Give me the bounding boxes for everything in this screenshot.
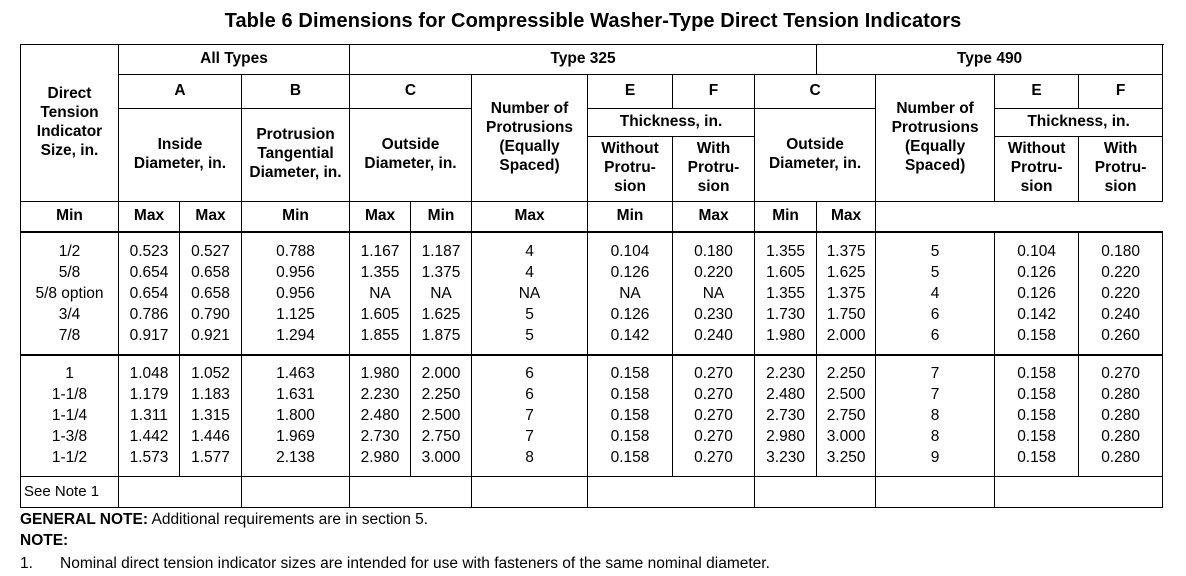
header-c490-min: Min: [588, 201, 673, 231]
value: 0.126: [1017, 284, 1056, 302]
value: 1.183: [191, 386, 230, 404]
value: 0.104: [610, 242, 650, 260]
value: 2.730: [766, 407, 805, 425]
value: 0.180: [694, 242, 733, 260]
value: 2.230: [360, 386, 400, 404]
value: 0.142: [1017, 305, 1056, 323]
value: 2.250: [826, 365, 866, 383]
cell-c490-max: [817, 355, 876, 476]
size-value: 1-1/4: [51, 407, 88, 425]
value: 0.956: [276, 263, 315, 281]
value: 0.158: [610, 365, 650, 383]
value: 0.786: [129, 305, 169, 323]
general-note-text: Additional requirements are in section 5.: [148, 511, 429, 528]
cell-e325-min: [588, 232, 673, 355]
header-num-protrusions-490: Number of Protrusions (Equally Spaced): [876, 75, 995, 201]
size-value: 5/8: [58, 263, 81, 281]
value: 4: [930, 284, 940, 302]
cell-c490-min: [755, 232, 817, 355]
value: 1.625: [826, 263, 866, 281]
note-1-text: Nominal direct tension indicator sizes are intended for use with fasteners of the same nominal diameter.: [60, 555, 770, 572]
value: 0.658: [191, 284, 230, 302]
value: 0.523: [129, 242, 169, 260]
cell-c325-min: [350, 355, 411, 476]
header-e-325: E: [588, 75, 673, 108]
value: 1.730: [766, 305, 805, 323]
value: 2.250: [421, 386, 461, 404]
value: 0.270: [694, 407, 733, 425]
value: 1.052: [191, 365, 230, 383]
header-a: A: [119, 75, 242, 108]
empty-cell: [242, 476, 350, 507]
size-value: 1: [65, 365, 74, 383]
value: 5: [930, 263, 940, 281]
value: 0.956: [276, 284, 315, 302]
value: 0.158: [1017, 326, 1056, 344]
value: 0.126: [610, 263, 650, 281]
value: 1.294: [276, 326, 315, 344]
value: 1.167: [360, 242, 400, 260]
value: 0.158: [1017, 386, 1056, 404]
value: 8: [525, 449, 534, 467]
value: 0.788: [276, 242, 315, 260]
value: 0.158: [1017, 365, 1056, 383]
cell-f325-max: [673, 232, 755, 355]
value: 3.000: [421, 449, 461, 467]
empty-cell: [755, 476, 876, 507]
value: 1.315: [191, 407, 230, 425]
cell-a-min: [119, 232, 180, 355]
cell-sizes: [21, 355, 119, 476]
value: 2.980: [360, 449, 400, 467]
empty-cell: [472, 476, 588, 507]
value: 2.730: [360, 428, 400, 446]
cell-n490: [876, 355, 995, 476]
value: 1.442: [129, 428, 169, 446]
value: 0.220: [694, 263, 733, 281]
value: 6: [930, 326, 940, 344]
value: 0.270: [1101, 365, 1140, 383]
table-row-group-1: [21, 232, 1163, 355]
value: 2.480: [766, 386, 805, 404]
size-value: 1/2: [58, 242, 81, 260]
cell-b-max: [242, 232, 350, 355]
header-type-325: Type 325: [350, 45, 817, 75]
value: 7: [930, 365, 940, 383]
value: 0.104: [1017, 242, 1056, 260]
header-size: Direct Tension Indicator Size, in.: [21, 45, 119, 202]
value: 6: [525, 386, 534, 404]
value: 8: [930, 407, 940, 425]
value: 1.311: [130, 407, 168, 425]
value: NA: [430, 284, 452, 302]
value: 0.270: [694, 449, 733, 467]
value: NA: [369, 284, 391, 302]
cell-f325-max: [673, 355, 755, 476]
cell-c325-max: [411, 355, 472, 476]
header-b-max: Max: [180, 201, 242, 231]
table-row-group-2: [21, 355, 1163, 476]
header-outside-diameter-490: Outside Diameter, in.: [755, 108, 876, 201]
value: 2.980: [766, 428, 805, 446]
value: 1.179: [129, 386, 169, 404]
value: 1.605: [360, 305, 400, 323]
header-with-protrusion-490: With Protru- sion: [1079, 136, 1163, 201]
value: 1.125: [276, 305, 315, 323]
value: 0.921: [191, 326, 230, 344]
value: 8: [930, 428, 940, 446]
value: 1.355: [766, 284, 805, 302]
value: 1.800: [276, 407, 315, 425]
note-heading: NOTE:: [20, 532, 69, 549]
value: 0.654: [129, 263, 169, 281]
cell-c325-min: [350, 232, 411, 355]
cell-a-max: [180, 355, 242, 476]
value: 1.631: [276, 386, 315, 404]
value: 1.577: [191, 449, 230, 467]
value: 0.280: [1101, 449, 1140, 467]
empty-cell: [119, 476, 242, 507]
value: 0.126: [610, 305, 650, 323]
value: 1.573: [129, 449, 169, 467]
value: 0.790: [191, 305, 230, 323]
cell-n325: [472, 355, 588, 476]
dimensions-table: [20, 44, 1163, 508]
header-inside-diameter: Inside Diameter, in.: [119, 108, 242, 201]
header-c490-max: Max: [673, 201, 755, 231]
value: 1.355: [360, 263, 400, 281]
value: 1.750: [826, 305, 866, 323]
header-b: B: [242, 75, 350, 108]
cell-e490-min: [995, 232, 1079, 355]
header-e325-min: Min: [411, 201, 472, 231]
note-1: [20, 555, 770, 573]
header-f490-max: Max: [817, 201, 876, 231]
value: 0.220: [1101, 284, 1140, 302]
header-all-types: All Types: [119, 45, 350, 75]
value: 0.158: [1017, 449, 1056, 467]
cell-n325: [472, 232, 588, 355]
value: 5: [525, 326, 534, 344]
cell-c325-max: [411, 232, 472, 355]
value: 2.750: [421, 428, 461, 446]
value: 0.280: [1101, 428, 1140, 446]
value: 3.000: [826, 428, 866, 446]
value: 7: [525, 428, 534, 446]
header-without-protrusion-490: Without Protru- sion: [995, 136, 1079, 201]
value: 1.446: [191, 428, 230, 446]
empty-cell: [350, 476, 472, 507]
value: NA: [518, 284, 541, 302]
value: 2.138: [276, 449, 315, 467]
value: 2.000: [421, 365, 461, 383]
value: 1.375: [826, 284, 866, 302]
value: 2.500: [421, 407, 461, 425]
cell-f490-max: [1079, 355, 1163, 476]
value: 0.158: [1017, 407, 1056, 425]
value: 0.142: [610, 326, 650, 344]
value: 3.250: [826, 449, 866, 467]
empty-cell: [995, 476, 1163, 507]
value: 0.917: [129, 326, 169, 344]
value: 0.220: [1101, 263, 1140, 281]
value: NA: [702, 284, 725, 302]
cell-n490: [876, 232, 995, 355]
table-title: Table 6 Dimensions for Compressible Washer-Type Direct Tension Indicators: [224, 10, 962, 32]
header-a-max: Max: [119, 201, 180, 231]
value: 1.605: [766, 263, 805, 281]
value: 2.750: [826, 407, 866, 425]
value: 2.480: [360, 407, 400, 425]
value: 0.270: [694, 365, 733, 383]
header-thickness-325: Thickness, in.: [588, 108, 755, 136]
value: 1.855: [360, 326, 400, 344]
cell-a-max: [180, 232, 242, 355]
value: 1.375: [826, 242, 866, 260]
value: 2.000: [826, 326, 866, 344]
value: 4: [525, 263, 534, 281]
header-f-490: F: [1079, 75, 1163, 108]
header-e-490: E: [995, 75, 1079, 108]
value: 1.980: [766, 326, 805, 344]
value: 0.260: [1101, 326, 1140, 344]
note-1-number: 1.: [20, 555, 33, 572]
general-note: [20, 511, 428, 529]
header-outside-diameter-325: Outside Diameter, in.: [350, 108, 472, 201]
header-thickness-490: Thickness, in.: [995, 108, 1163, 136]
value: 2.230: [766, 365, 805, 383]
value: 2.500: [826, 386, 866, 404]
value: 1.375: [421, 263, 461, 281]
cell-a-min: [119, 355, 180, 476]
size-value: 1-3/8: [51, 428, 88, 446]
value: 5: [930, 242, 940, 260]
value: 0.158: [610, 449, 650, 467]
value: 0.280: [1101, 386, 1140, 404]
value: 5: [525, 305, 534, 323]
empty-cell: [876, 476, 995, 507]
cell-sizes: [21, 232, 119, 355]
see-note-cell: See Note 1: [21, 476, 119, 507]
value: 0.270: [694, 386, 733, 404]
value: 1.187: [421, 242, 461, 260]
value: 1.980: [360, 365, 400, 383]
value: 7: [525, 407, 534, 425]
value: 6: [930, 305, 940, 323]
header-c325-min: Min: [242, 201, 350, 231]
header-num-protrusions-325: Number of Protrusions (Equally Spaced): [472, 75, 588, 201]
value: 1.875: [421, 326, 461, 344]
value: 6: [525, 365, 534, 383]
value: 0.654: [129, 284, 169, 302]
header-c325-max: Max: [350, 201, 411, 231]
header-without-protrusion-325: Without Protru- sion: [588, 136, 673, 201]
empty-cell: [588, 476, 755, 507]
header-protrusion-tangential: Protrusion Tangential Diameter, in.: [242, 108, 350, 201]
size-value: 3/4: [58, 305, 81, 323]
cell-c490-min: [755, 355, 817, 476]
cell-f490-max: [1079, 232, 1163, 355]
cell-c490-max: [817, 232, 876, 355]
value: 0.158: [610, 386, 650, 404]
general-note-label: GENERAL NOTE:: [20, 511, 149, 528]
size-value: 1-1/8: [51, 386, 88, 404]
value: 1.463: [276, 365, 315, 383]
header-f325-max: Max: [472, 201, 588, 231]
value: 1.355: [766, 242, 805, 260]
value: 0.240: [1101, 305, 1140, 323]
value: 0.158: [610, 428, 650, 446]
value: 1.048: [129, 365, 169, 383]
header-type-490: Type 490: [817, 45, 1163, 75]
value: 9: [930, 449, 940, 467]
header-with-protrusion-325: With Protru- sion: [673, 136, 755, 201]
cell-e325-min: [588, 355, 673, 476]
cell-e490-min: [995, 355, 1079, 476]
value: 0.527: [191, 242, 230, 260]
cell-b-max: [242, 355, 350, 476]
header-e490-min: Min: [755, 201, 817, 231]
value: NA: [619, 284, 641, 302]
value: 7: [930, 386, 940, 404]
value: 0.126: [1017, 263, 1056, 281]
header-a-min: Min: [21, 201, 119, 231]
value: 0.180: [1101, 242, 1140, 260]
size-value: 7/8: [58, 326, 81, 344]
value: 4: [525, 242, 534, 260]
table-row-see-note: [21, 476, 1163, 507]
value: 0.270: [694, 428, 733, 446]
value: 0.658: [191, 263, 230, 281]
value: 0.158: [610, 407, 650, 425]
value: 1.969: [276, 428, 315, 446]
size-value: 1-1/2: [51, 449, 88, 467]
value: 0.230: [694, 305, 733, 323]
value: 1.625: [421, 305, 461, 323]
header-c-490: C: [755, 75, 876, 108]
size-value: 5/8 option: [35, 284, 104, 302]
header-c-325: C: [350, 75, 472, 108]
value: 0.240: [694, 326, 733, 344]
value: 0.158: [1017, 428, 1056, 446]
value: 0.280: [1101, 407, 1140, 425]
header-f-325: F: [673, 75, 755, 108]
value: 3.230: [766, 449, 805, 467]
